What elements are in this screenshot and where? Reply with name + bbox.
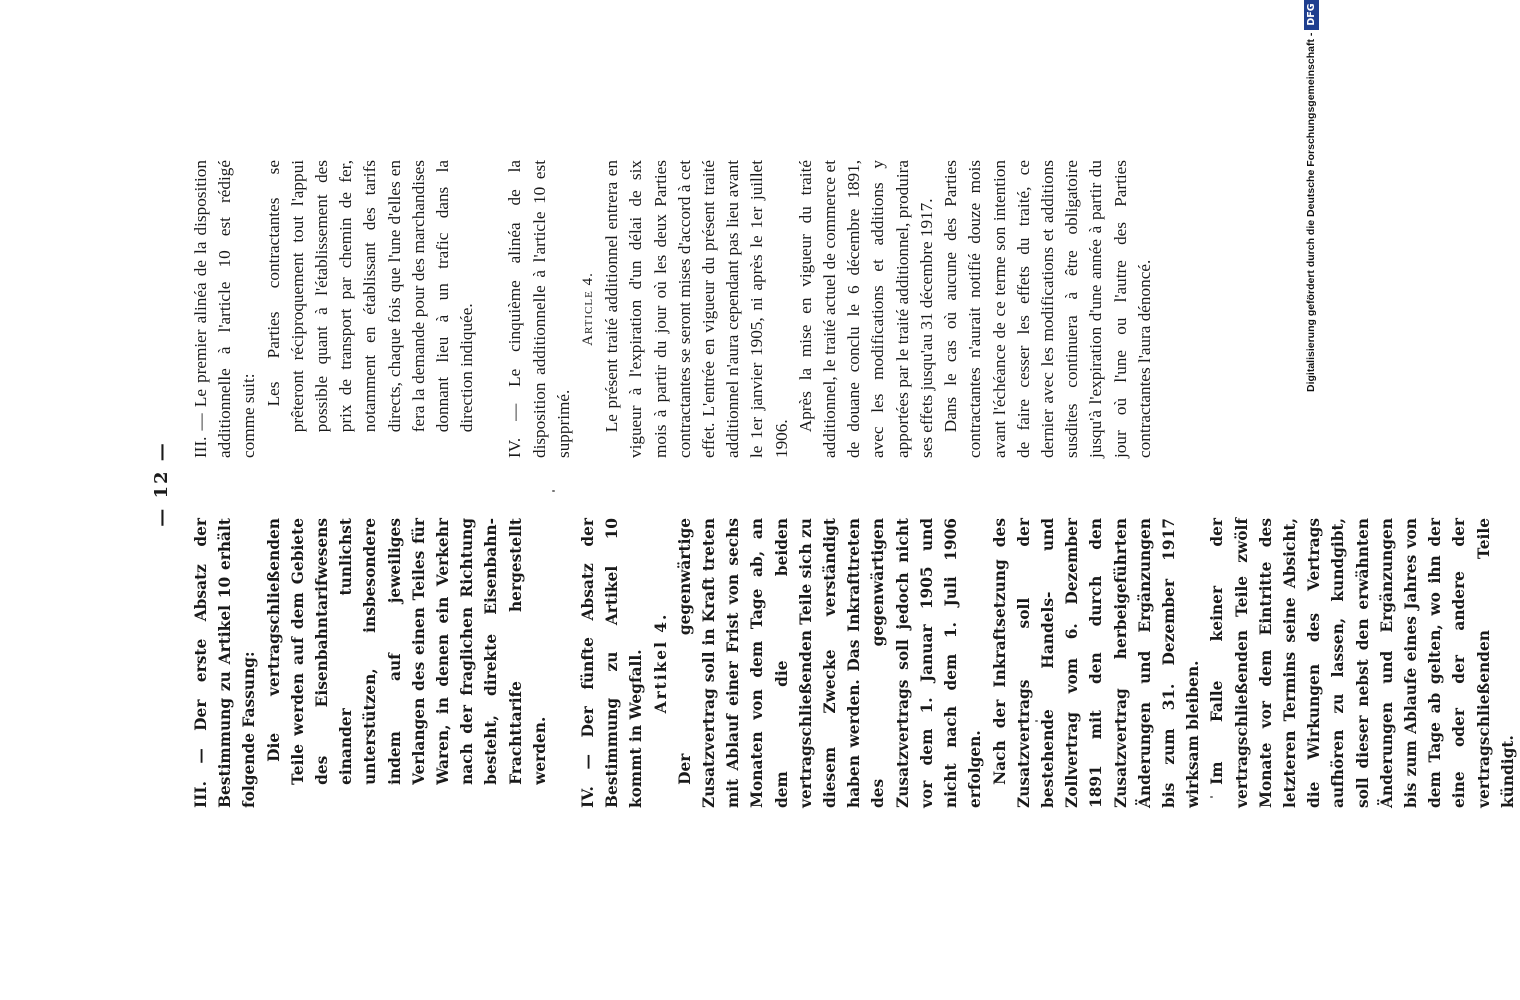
french-article-paragraph-3: Dans le cas où aucune des Parties contractantes n'aurait notifié douze mois avant l'échéance de ce terme son intention de faire cesser les effets du traité, ce dernier avec les modifications et additions susdites continuera à être obligatoire jusqu'à l'expiration d'une année à partir du jour où l'une ou l'autre des Parties contractantes l'aura dénoncé. — [941, 160, 1154, 458]
german-paragraph-iv: IV. — Der fünfte Absatz der Bestimmung zu Artikel 10 kommt in Wegfall. — [579, 518, 646, 808]
german-paragraph-iii-text: Die vertragschließenden Teile werden auf dem Gebiete des Eisenbahntarifwesens einander tunlichst unterstützen, insbesondere indem auf jeweiliges Verlangen des einen Teiles für Waren, in denen ein Verkehr nach der fraglichen Richtung besteht, direkte Eisenbahn-Frachttarife hergestellt werden. — [264, 518, 549, 785]
french-article-paragraph-1: Le présent traité additionnel entrera en vigueur à l'expiration d'un délai de six mois à partir du jour où les deux Parties contractantes se seront mises d'accord à cet effet. L'entrée en vigueur du présent traité additionnel n'aura cependant pas lieu avant le 1er janvier 1905, ni après le 1er juillet 1906. — [602, 160, 791, 458]
dfg-logo: DFG — [1304, 0, 1319, 30]
german-article-paragraph-3: Im Falle keiner der vertragschließenden Teile zwölf Monate vor dem Eintritte des letzteren Termins seine Absicht, die Wirkungen des Vertrags aufhören zu lassen, kundgibt, soll dieser nebst den erwähnten Änderungen und Ergänzungen bis zum Ablaufe eines Jahres von dem Tage ab gelten, wo ihn der eine oder der andere der vertragschließenden Teile kündigt. — [1208, 518, 1517, 808]
scan-speck — [552, 490, 555, 492]
german-article-paragraph-2: Nach der Inkraftsetzung des Zusatzvertrags soll der bestehende Handels- und Zollvertrag vom 6. Dezember 1891 mit den durch den Zusatzvertrag herbeigeführten Änderungen und Ergänzungen bis zum 31. Dezember 1917 wirksam bleiben. — [990, 518, 1203, 808]
digitization-footer — [1300, 2, 1322, 392]
page-number: — 12 — — [151, 441, 172, 527]
french-article-heading: Article 4. — [580, 272, 597, 346]
french-column — [189, 160, 1189, 458]
german-article-heading: Artikel 4. — [651, 612, 670, 714]
french-paragraph-iii-text: Les Parties contractantes se prêteront réciproquement tout l'appui possible quant à l'établissement des prix de transport par chemin de fer, notamment en établissant des tarifs directs, chaque fois que l'une d'elles en fera la demande pour des marchandises donnant lieu à un trafic dans la direction indiquée. — [263, 160, 477, 433]
french-article-paragraph-2: Après la mise en vigueur du traité additionnel, le traité actuel de commerce et de douane conclu le 6 décembre 1891, avec les modifications et additions y apportées par le traité additionnel, produira ses effets jusqu'au 31 décembre 1917. — [795, 160, 936, 458]
scan-speck — [1035, 720, 1038, 722]
footer-text: Digitalisierung gefördert durch die Deutsche Forschungsgemeinschaft - — [1305, 32, 1317, 392]
french-paragraph-iv: IV. — Le cinquième alinéa de la disposition additionnelle à l'article 10 est supprimé. — [505, 160, 573, 458]
german-article-paragraph-1: Der gegenwärtige Zusatzvertrag soll in Kraft treten mit Ablauf einer Frist von sechs Monaten von dem Tage ab, an dem die beiden vertragschließenden Teile sich zu diesem Zwecke verständigt haben werden. Das Inkrafttreten des gegenwärtigen Zusatzvertrags soll jedoch nicht vor dem 1. Januar 1905 und nicht nach dem 1. Juli 1906 erfolgen. — [675, 518, 985, 808]
french-paragraph-iii: III. — Le premier alinéa de la disposition additionnelle à l'article 10 est rédigé comme suit: — [191, 160, 259, 458]
german-column — [189, 518, 1517, 808]
scan-speck — [1210, 796, 1213, 798]
german-paragraph-iii: III. — Der erste Absatz der Bestimmung zu Artikel 10 erhält folgende Fassung: — [192, 518, 259, 808]
